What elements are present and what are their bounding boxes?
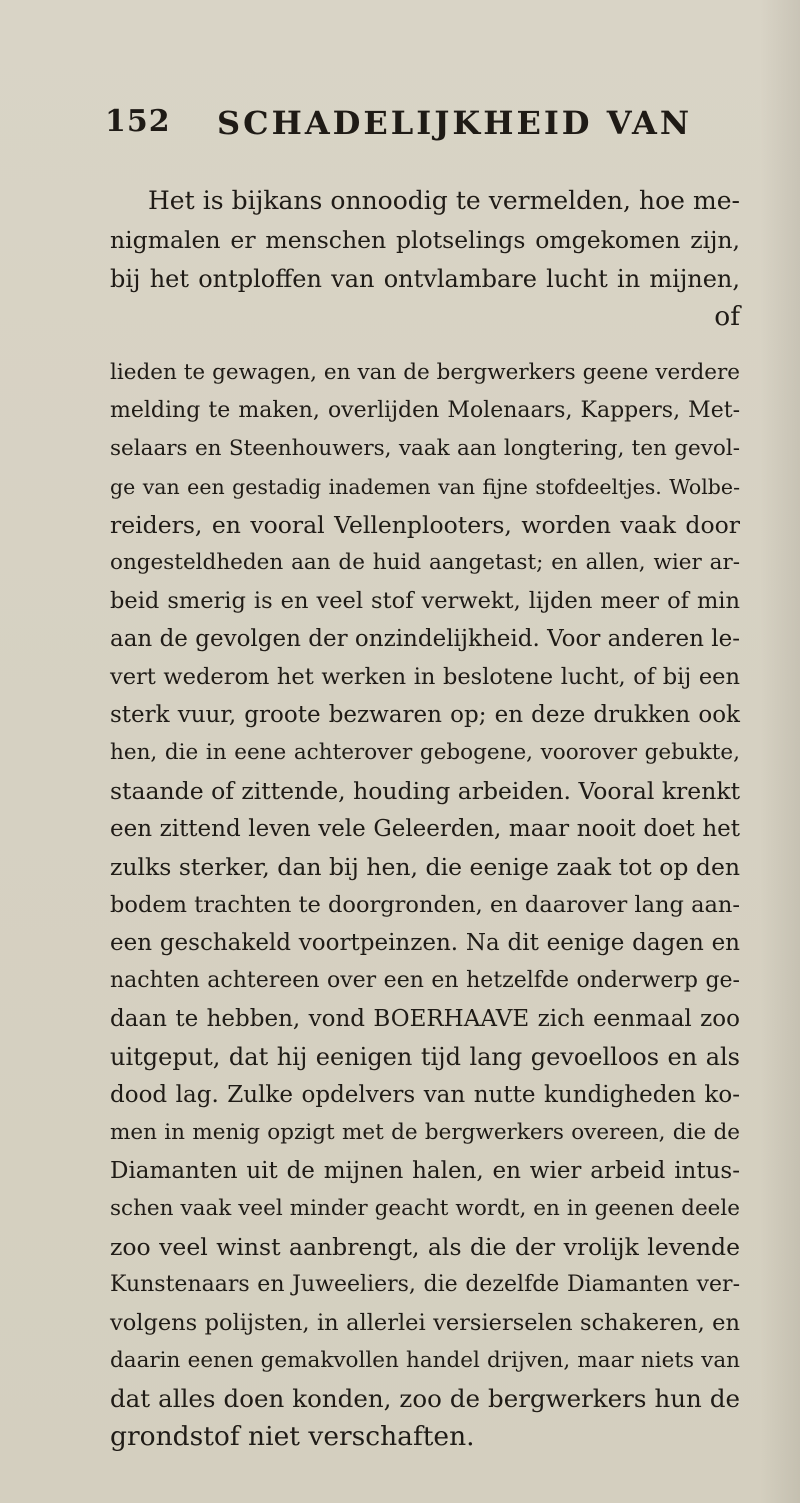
text-line: of xyxy=(714,301,740,332)
text-line: dat alles doen konden, zoo de bergwerkers hun de xyxy=(110,1384,740,1413)
text-line: vert wederom het werken in beslotene lucht, of bij een xyxy=(110,664,740,690)
text-line: beid smerig is en veel stof verwekt, lijden meer of min xyxy=(110,588,740,614)
text-line: nigmalen er menschen plotselings omgekomen zijn, xyxy=(110,226,740,254)
text-line: ongesteldheden aan de huid aangetast; en allen, wier ar- xyxy=(110,550,740,575)
text-line: sterk vuur, groote bezwaren op; en deze drukken ook xyxy=(110,702,740,728)
text-line: Kunstenaars en Juweeliers, die dezelfde Diamanten ver- xyxy=(110,1272,740,1297)
text-line: melding te maken, overlijden Molenaars, Kappers, Met- xyxy=(110,398,740,423)
text-line: nachten achtereen over een en hetzelfde onderwerp ge- xyxy=(110,968,740,993)
text-line: Diamanten uit de mijnen halen, en wier arbeid intus- xyxy=(110,1158,740,1184)
text-line: reiders, en vooral Vellenplooters, worden vaak door xyxy=(110,511,740,539)
page-number: 152 xyxy=(105,104,171,139)
text-line: Het is bijkans onnoodig te vermelden, hoe me- xyxy=(148,186,740,215)
text-line: een geschakeld voortpeinzen. Na dit eenige dagen en xyxy=(110,930,740,956)
text-line: daarin eenen gemakvollen handel drijven, maar niets van xyxy=(110,1348,740,1373)
text-line: volgens polijsten, in allerlei versierselen schakeren, en xyxy=(110,1310,740,1336)
text-line: daan te hebben, vond BOERHAAVE zich eenmaal zoo xyxy=(110,1006,740,1032)
text-line: zulks sterker, dan bij hen, die eenige zaak tot op den xyxy=(110,853,740,881)
text-line: uitgeput, dat hij eenigen tijd lang gevoelloos en als xyxy=(110,1043,740,1071)
text-line: dood lag. Zulke opdelvers van nutte kundigheden ko- xyxy=(110,1082,740,1108)
text-line: staande of zittende, houding arbeiden. Vooral krenkt xyxy=(110,777,741,805)
running-title: SCHADELIJKHEID VAN xyxy=(217,104,693,142)
text-line: men in menig opzigt met de bergwerkers overeen, die de xyxy=(110,1120,740,1145)
page-edge-shadow xyxy=(760,0,800,1503)
text-line: grondstof niet verschaften. xyxy=(110,1421,475,1452)
text-line: lieden te gewagen, en van de bergwerkers geene verdere xyxy=(110,360,740,385)
text-line: hen, die in eene achterover gebogene, voorover gebukte, xyxy=(110,740,740,765)
text-line: bij het ontploffen van ontvlambare lucht in mijnen, xyxy=(110,265,740,293)
text-line: een zittend leven vele Geleerden, maar nooit doet het xyxy=(110,816,740,842)
text-line: selaars en Steenhouwers, vaak aan longtering, ten gevol- xyxy=(110,436,740,461)
running-header xyxy=(105,104,745,148)
text-line: schen vaak veel minder geacht wordt, en in geenen deele xyxy=(110,1196,740,1221)
text-line: zoo veel winst aanbrengt, als die der vrolijk levende xyxy=(110,1233,740,1261)
text-line: aan de gevolgen der onzindelijkheid. Voor anderen le- xyxy=(110,626,740,652)
text-line: ge van een gestadig inademen van fijne stofdeeltjes. Wolbe- xyxy=(110,475,740,499)
text-line: bodem trachten te doorgronden, en daarover lang aan- xyxy=(110,892,740,918)
